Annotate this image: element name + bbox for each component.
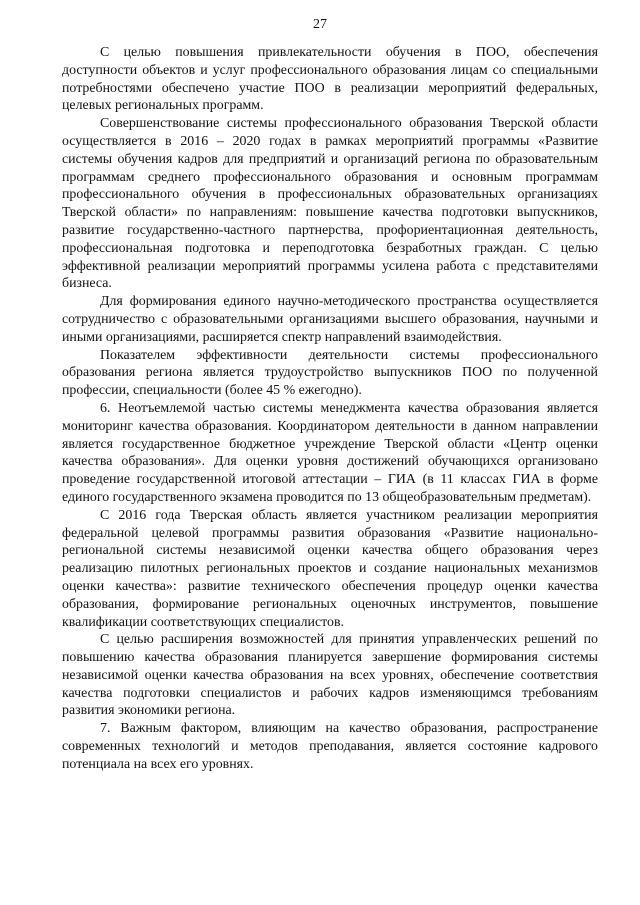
document-body bbox=[62, 44, 598, 774]
paragraph-quality-monitoring: 6. Неотъемлемой частью системы менеджмента качества образования является мониторинг качества образования. Координатором деятельности в данном направлении является государственное бюджетное учреждение Тверской области «Центр оценки качества образования». Для оценки уровня достижений обучающихся организовано проведение государственной итоговой аттестации – ГИА (в 11 классах ГИА в форме единого государственного экзамена проводится по 13 общеобразовательным предметам). bbox=[62, 400, 598, 505]
paragraph-federal-program: С 2016 года Тверская область является участником реализации мероприятия федеральной целевой программы развития образования «Развитие национально-региональной системы независимой оценки качества общего образования через реализацию пилотных региональных проектов и создание национальных механизмов оценки качества»: развитие технического обеспечения процедур оценки качества образования, формирование региональных оценочных инструментов, повышение квалификации соответствующих специалистов. bbox=[62, 507, 598, 630]
paragraph-employment-indicator: Показателем эффективности деятельности системы профессионального образования региона является трудоустройство выпускников ПОО по полученной профессии, специальности (более 45 % ежегодно). bbox=[62, 347, 598, 399]
paragraph-methodical-space: Для формирования единого научно-методического пространства осуществляется сотрудничество с образовательными организациями высшего образования, научными и иными организациями, расширяется спектр направлений взаимодействия. bbox=[62, 294, 598, 345]
paragraph-system-improvement: Совершенствование системы профессионального образования Тверской области осуществляется в 2016 – 2020 годах в рамках мероприятий программы «Развитие системы обучения кадров для предприятий и организаций региона по образовательным программам среднего профессионального образования и основным программам профессионального обучения в профессиональных образовательных организациях Тверской области» по направлениям: повышение качества подготовки выпускников, развитие государственно-частного партнерства, профориентационная деятельность, профессиональная подготовка и переподготовка безработных граждан. С целью эффективной реализации мероприятий программы усилена работа с представителями бизнеса. bbox=[62, 116, 598, 292]
paragraph-accessibility: С целью повышения привлекательности обучения в ПОО, обеспечения доступности объектов и услуг профессионального образования лицам со специальными потребностями обеспечено участие ПОО в реализации мероприятий федеральных, целевых региональных программ. bbox=[62, 45, 598, 114]
paragraph-management-decisions: С целью расширения возможностей для принятия управленческих решений по повышению качества образования планируется завершение формирования системы независимой оценки качества образования на всех уровнях, обеспечение соответствия качества подготовки специалистов и рабочих кадров изменяющимся требованиям развития экономики региона. bbox=[62, 632, 598, 719]
page-number: 27 bbox=[313, 17, 327, 32]
paragraph-staff-potential: 7. Важным фактором, влияющим на качество образования, распространение современных технологий и методов преподавания, является состояние кадрового потенциала на всех его уровнях. bbox=[62, 721, 598, 772]
